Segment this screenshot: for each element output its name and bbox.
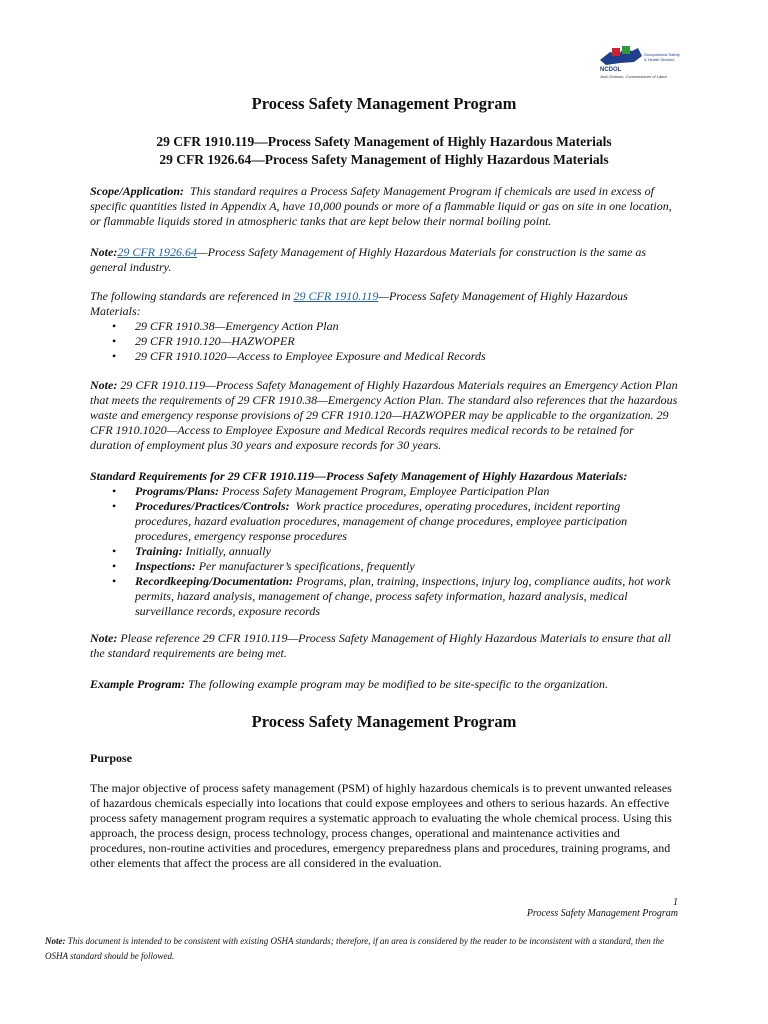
req-text: Programs, plan, training, inspections, injury log, compliance audits, hot work permits, hazard analysis, management of change, process safety information, hazard analysis, medical surveillance records, exposure records bbox=[135, 574, 671, 618]
scope-paragraph bbox=[90, 184, 678, 229]
note3-text: Please reference 29 CFR 1910.119—Process Safety Management of Highly Hazardous Materials to ensure that all the standard requirements are being met. bbox=[90, 631, 671, 660]
logo-division-line2: & Health Division bbox=[644, 57, 675, 62]
req-text: Per manufacturer’s specifications, frequently bbox=[198, 559, 415, 573]
note1-label: Note: bbox=[90, 245, 118, 259]
list-item: • 29 CFR 1910.1020—Access to Employee Exposure and Medical Records bbox=[90, 349, 678, 364]
req-label: Programs/Plans: bbox=[135, 484, 220, 498]
note3-label: Note: bbox=[90, 631, 118, 645]
note2-paragraph bbox=[90, 378, 678, 453]
purpose-paragraph: The major objective of process safety management (PSM) of highly hazardous chemicals is to prevent unwanted releases of hazardous chemicals especially into locations that could expose employees and others to serious hazards. An effective process safety management program requires a systematic approach to evaluating the whole chemical process. Using this approach, the process design, process technology, process changes, operational and maintenance activities and procedures, non-routine activities and procedures, emergency preparedness plans and procedures, training programs, and other elements that affect the process are all considered in the evaluation. bbox=[90, 781, 672, 870]
scope-text: This standard requires a Process Safety Management Program if chemicals are used in excess of specific quantities listed in Appendix A, have 10,000 pounds or more of a flammable liquid or gas on site in one location, or flammable liquids stored in atmospheric tanks that are kept below their normal boiling point. bbox=[90, 184, 672, 228]
requirements-heading: Standard Requirements for 29 CFR 1910.119—Process Safety Management of Highly Hazardous Materials: bbox=[90, 469, 628, 483]
example-paragraph bbox=[90, 677, 678, 692]
program-title: Process Safety Management Program bbox=[251, 712, 517, 731]
scope-label: Scope/Application: bbox=[90, 184, 184, 198]
req-text: Work practice procedures, operating procedures, incident reporting procedures, hazard evaluation procedures, management of change procedures, employee participation procedures, emergency response procedures bbox=[135, 499, 628, 543]
list-item bbox=[90, 499, 678, 544]
ncdol-logo bbox=[598, 46, 680, 82]
requirements-list bbox=[90, 484, 678, 619]
standard-1926: 29 CFR 1926.64—Process Safety Management of Highly Hazardous Materials bbox=[159, 152, 609, 167]
footer-doc-title: Process Safety Management Program bbox=[526, 908, 678, 919]
link-29cfr1926-64[interactable]: 29 CFR 1926.64 bbox=[117, 245, 197, 259]
req-label: Procedures/Practices/Controls: bbox=[135, 499, 290, 513]
standard-1910: 29 CFR 1910.119—Process Safety Management of Highly Hazardous Materials bbox=[156, 134, 612, 149]
footer-note-text: This document is intended to be consistent with existing OSHA standards; therefore, if an area is considered by the reader to be inconsistent with a standard, then the OSHA standard should be followed. bbox=[45, 936, 664, 961]
note3-paragraph bbox=[90, 631, 678, 661]
note1-text: —Process Safety Management of Highly Hazardous Materials for construction is the same as general industry. bbox=[90, 245, 647, 274]
req-label: Inspections: bbox=[135, 559, 196, 573]
list-item bbox=[90, 544, 678, 559]
page-number: 1 bbox=[673, 897, 678, 908]
list-item bbox=[90, 574, 678, 619]
references-intro bbox=[90, 289, 678, 319]
logo-commissioner: Josh Dobson, Commissioner of Labor bbox=[600, 74, 667, 79]
list-item: • 29 CFR 1910.38—Emergency Action Plan bbox=[90, 319, 678, 334]
list-item bbox=[90, 559, 678, 574]
req-label: Recordkeeping/Documentation: bbox=[135, 574, 293, 588]
list-item bbox=[90, 484, 678, 499]
ref-tail-text: —Process Safety Management of Highly Hazardous Materials: bbox=[90, 289, 628, 318]
logo-division-line1: Occupational Safety bbox=[644, 52, 680, 57]
note2-text: 29 CFR 1910.119—Process Safety Management of Highly Hazardous Materials requires an Emergency Action Plan that meets the requirements of 29 CFR 1910.38—Emergency Action Plan. The standard also references that the hazardous waste and emergency response provisions of 29 CFR 1910.120—HAZWOPER may be applicable to the organization. 29 CFR 1910.1020—Access to Employee Exposure and Medical Records requires medical records to be retained for duration of employment plus 30 years and exposure records for 30 years. bbox=[90, 378, 678, 452]
example-text: The following example program may be modified to be site-specific to the organization. bbox=[188, 677, 609, 691]
purpose-heading: Purpose bbox=[90, 751, 132, 765]
link-29cfr1910-119[interactable]: 29 CFR 1910.119 bbox=[293, 289, 379, 303]
nc-state-logo-icon bbox=[598, 46, 680, 76]
note1-paragraph bbox=[90, 245, 678, 275]
note2-label: Note: bbox=[90, 378, 118, 392]
document-title: Process Safety Management Program bbox=[251, 94, 517, 113]
req-label: Training: bbox=[135, 544, 183, 558]
example-label: Example Program: bbox=[90, 677, 185, 691]
list-item: • 29 CFR 1910.120—HAZWOPER bbox=[90, 334, 678, 349]
req-text: Initially, annually bbox=[185, 544, 271, 558]
logo-agency: NCDOL bbox=[600, 67, 622, 73]
footer-note-label: Note: bbox=[45, 936, 66, 946]
req-text: Process Safety Management Program, Employee Participation Plan bbox=[222, 484, 550, 498]
references-list bbox=[90, 319, 678, 364]
footer-note bbox=[45, 934, 685, 964]
ref-intro-text: The following standards are referenced in bbox=[90, 289, 291, 303]
